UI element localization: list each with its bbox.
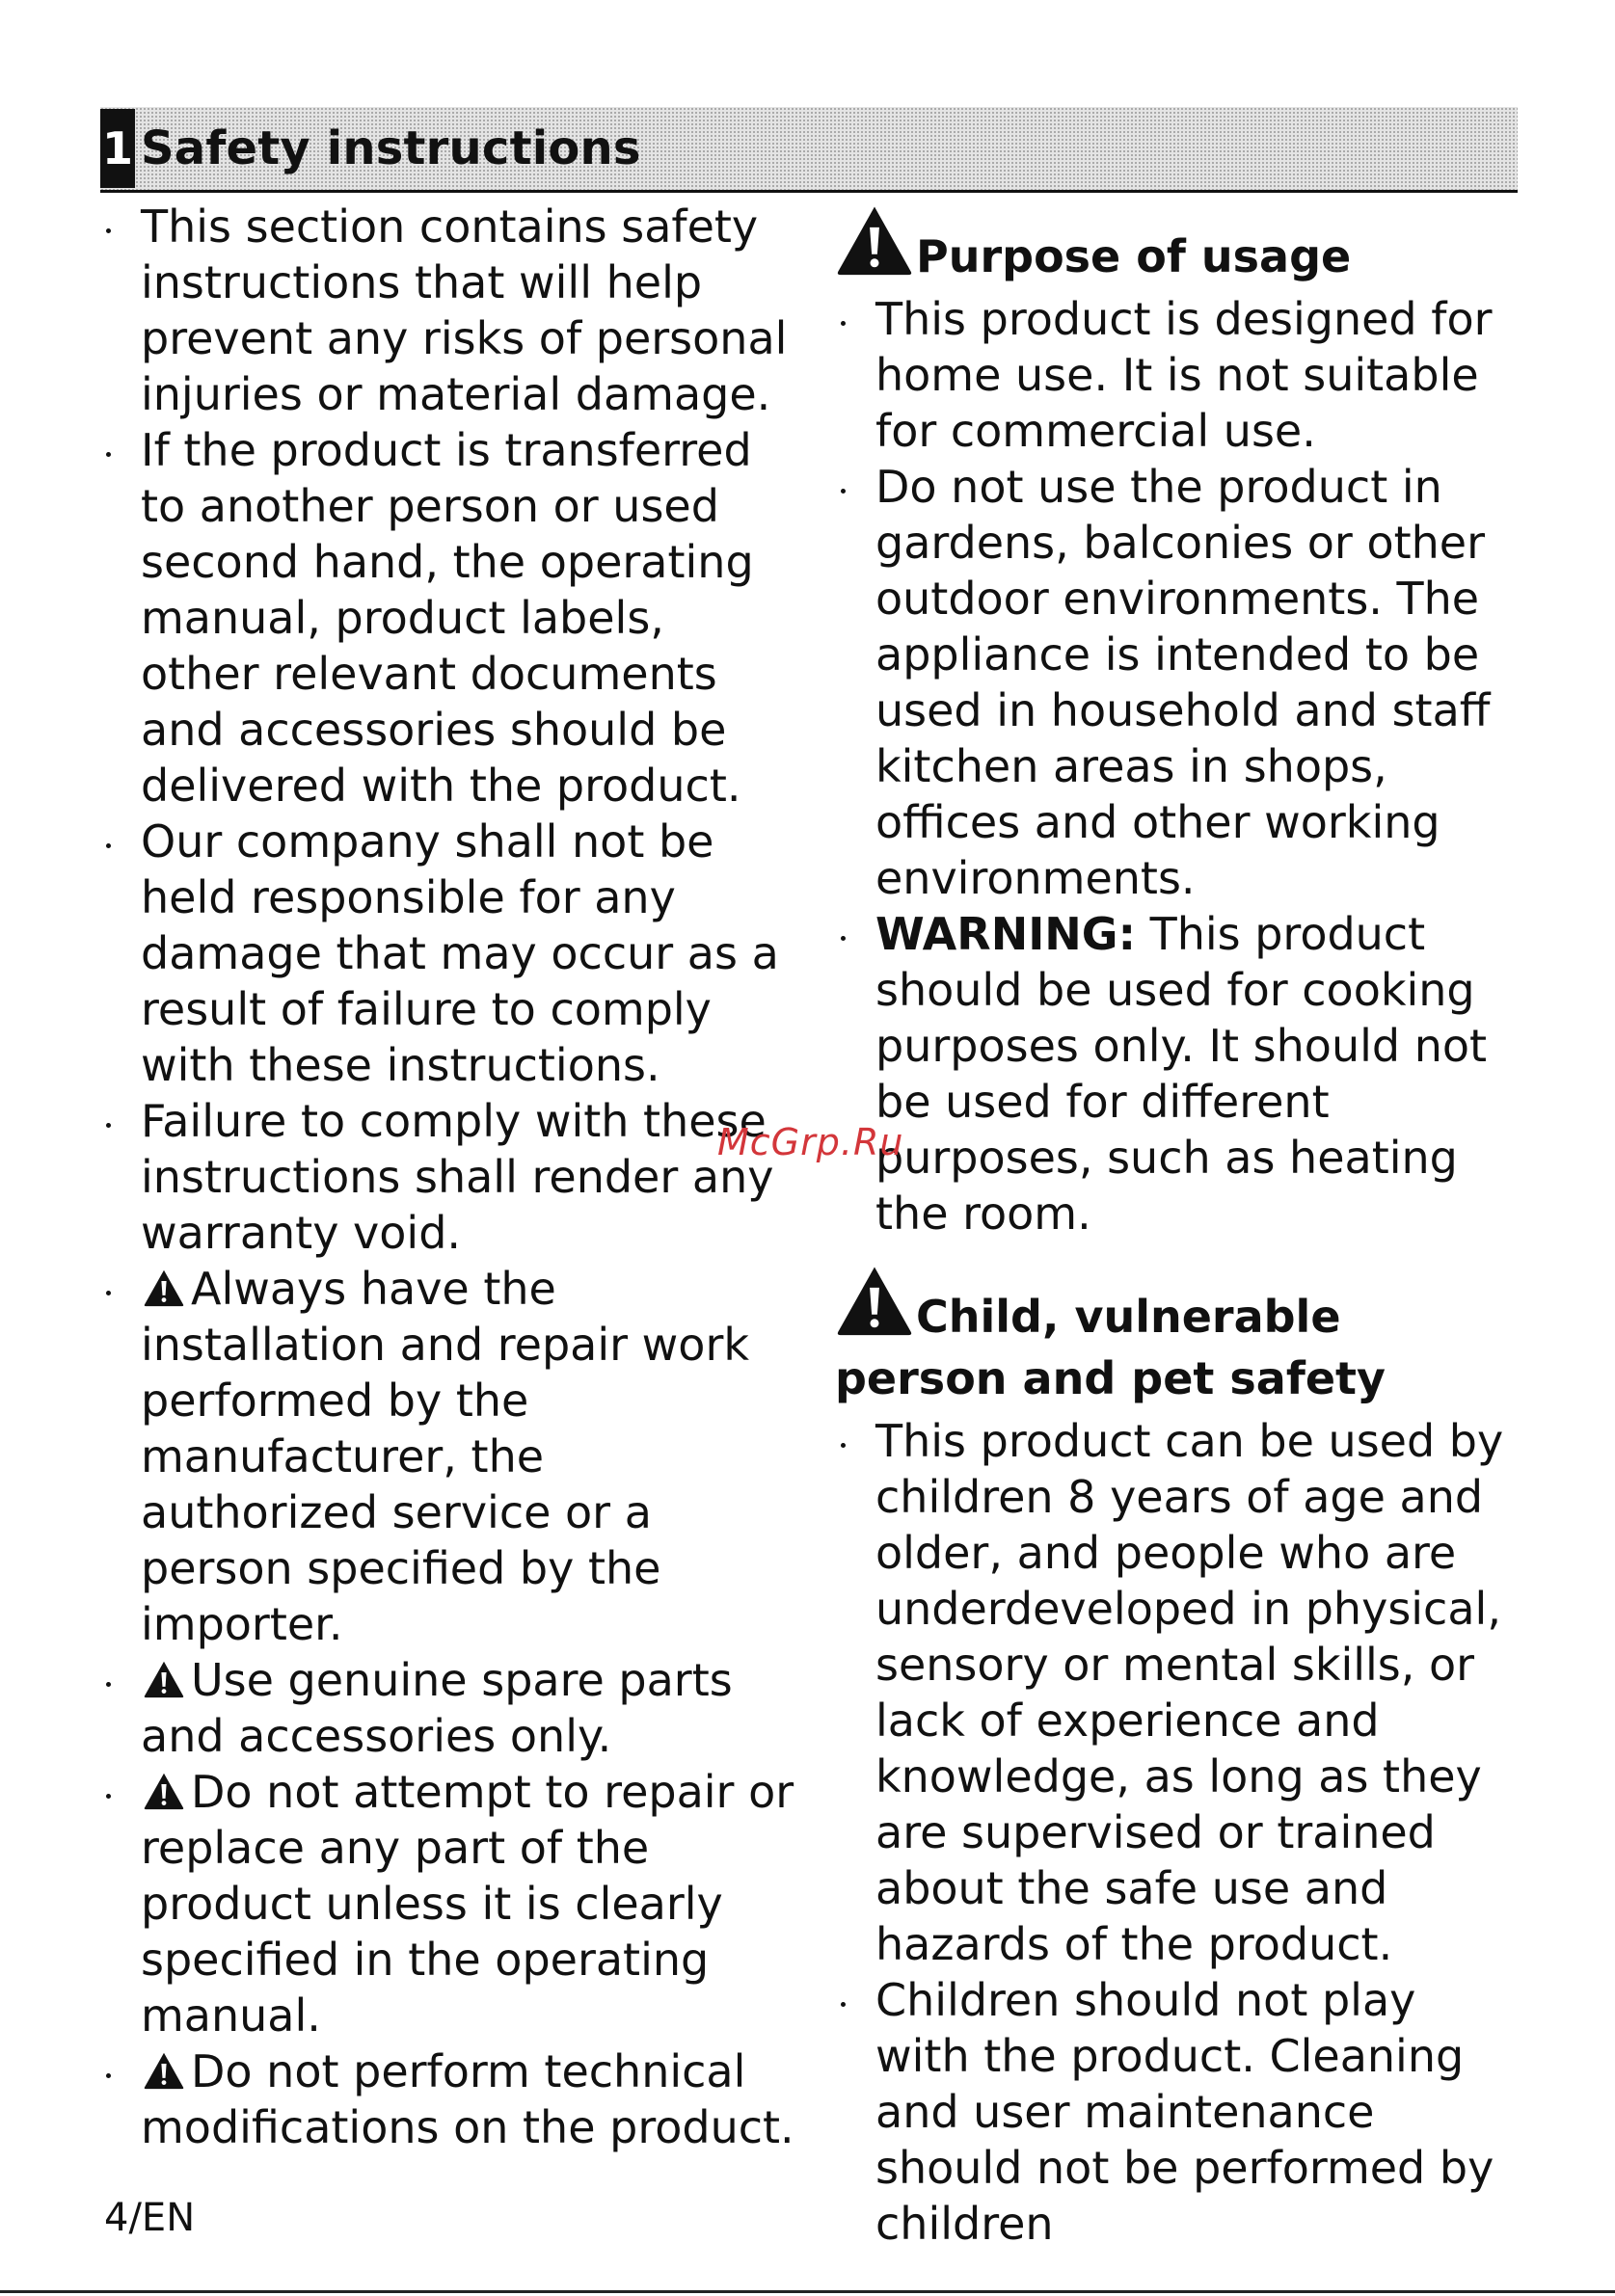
list-item-text: Children should not play with the product. Cleaning and user maintenance should not be performed by children — [875, 1974, 1494, 2250]
child-safety-heading — [835, 1263, 1521, 1409]
list-item-text: Do not attempt to repair or replace any part of the product unless it is clearly specified in the operating manual. — [141, 1766, 794, 2042]
list-item — [835, 1413, 1521, 1972]
list-item-text: This section contains safety instructions that will help prevent any risks of personal injuries or material damage. — [141, 200, 788, 420]
list-item-text: Our company shall not be held responsible for any damage that may occur as a result of failure to comply with these instructions. — [141, 815, 779, 1091]
list-item — [100, 422, 794, 814]
list-item — [835, 291, 1521, 459]
list-item-text: Always have the installation and repair work performed by the manufacturer, the authorized service or a person specified by the importer. — [141, 1263, 749, 1650]
left-column — [100, 199, 794, 2155]
warning-icon — [835, 1263, 914, 1338]
warning-icon — [141, 1660, 187, 1698]
list-item — [100, 1764, 794, 2043]
right-column — [835, 202, 1521, 2252]
chapter-number: 1 — [100, 109, 135, 188]
warning-icon — [141, 2051, 187, 2090]
child-safety-list — [835, 1413, 1521, 2252]
list-item-text: If the product is transferred to another person or used second hand, the operating manual, product labels, other relevant documents and accessories should be delivered with the product. — [141, 424, 754, 812]
child-safety-heading-text: Child, vulnerable person and pet safety — [835, 1291, 1386, 1404]
purpose-heading-text: Purpose of usage — [916, 230, 1352, 282]
warning-icon — [141, 1772, 187, 1810]
list-item — [100, 1093, 794, 1261]
safety-list — [100, 199, 794, 2155]
page-number: 4/EN — [104, 2196, 196, 2240]
purpose-heading — [835, 202, 1521, 287]
watermark: McGrp.Ru — [717, 1121, 904, 1163]
list-item-text: This product can be used by children 8 years of age and older, and people who are underdeveloped in physical, sensory or mental skills, or lack of experience and knowledge, as long as they are supervised or trained about the safe use and hazards of the product. — [875, 1415, 1504, 1970]
warning-label: WARNING: — [875, 908, 1136, 960]
bottom-rule — [0, 2290, 1615, 2293]
list-item-text: This product should be used for cooking purposes only. It should not be used for different purposes, such as heating the room. — [875, 908, 1488, 1240]
list-item-text: Do not perform technical modifications on the product. — [141, 2045, 794, 2153]
list-item — [835, 459, 1521, 906]
list-item-text: Do not use the product in gardens, balconies or other outdoor environments. The appliance is intended to be used in household and staff kitchen areas in shops, offices and other working environments. — [875, 461, 1491, 904]
purpose-list — [835, 291, 1521, 1241]
list-item-text: Failure to comply with these instructions shall render any warranty void. — [141, 1095, 774, 1259]
warning-icon — [835, 202, 914, 278]
warning-icon — [141, 1268, 187, 1307]
list-item — [835, 906, 1521, 1241]
list-item — [100, 1652, 794, 1764]
list-item — [100, 199, 794, 422]
list-item-text: This product is designed for home use. It is not suitable for commercial use. — [875, 293, 1493, 457]
list-item — [100, 814, 794, 1093]
list-item — [100, 1261, 794, 1652]
list-item-text: Use genuine spare parts and accessories only. — [141, 1654, 733, 1762]
section-header — [100, 107, 1518, 193]
list-item — [835, 1972, 1521, 2252]
list-item — [100, 2043, 794, 2155]
page-title: Safety instructions — [141, 121, 641, 175]
